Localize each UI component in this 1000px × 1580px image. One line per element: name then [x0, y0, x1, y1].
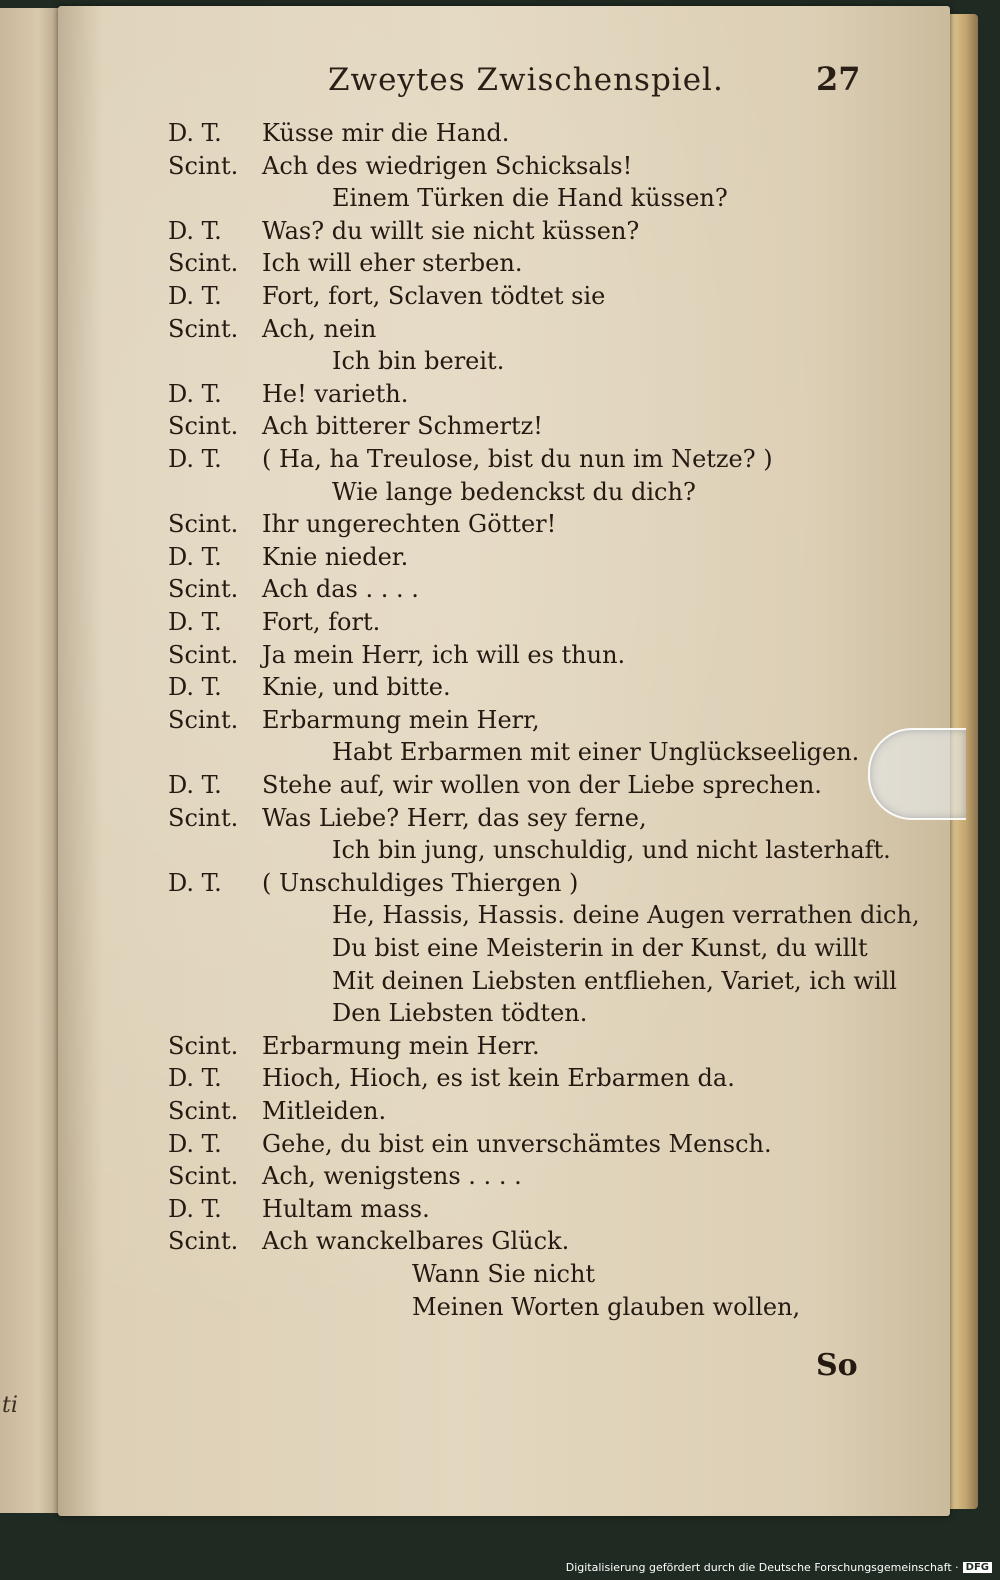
line-text: Ach wanckelbares Glück.	[262, 1227, 570, 1256]
speaker-label: Scint.	[168, 314, 239, 343]
line-text: Ich bin jung, unschuldig, und nicht lasterhaft.	[332, 836, 891, 865]
speaker-label: D. T.	[168, 282, 222, 310]
line-text: ( Ha, ha Treulose, bist du nun im Netze? )	[262, 445, 773, 473]
line-text: Ihr ungerechten Götter!	[262, 510, 557, 539]
line-text: Meinen Worten glauben wollen,	[412, 1292, 801, 1321]
speaker-label: Scint.	[168, 803, 239, 832]
catchword: So	[816, 1348, 858, 1383]
speaker-label: D. T.	[168, 608, 222, 636]
dialogue-line	[168, 279, 605, 313]
line-text: Ach des wiedrigen Schicksals!	[262, 151, 633, 180]
dialogue-line	[168, 344, 504, 378]
dialogue-line	[168, 670, 451, 704]
dialogue-line	[168, 1094, 386, 1128]
line-text: Mitleiden.	[262, 1097, 387, 1125]
book-page	[58, 6, 950, 1516]
line-text: Ach, nein	[262, 314, 377, 343]
line-text: Ich bin bereit.	[332, 347, 505, 376]
dialogue-line	[168, 833, 891, 867]
dialogue-line	[168, 442, 773, 476]
speaker-label: D. T.	[168, 1194, 222, 1223]
line-text: Fort, fort, Sclaven tödtet sie	[262, 282, 606, 310]
speaker-label: D. T.	[168, 216, 222, 245]
speaker-label: Scint.	[168, 412, 239, 441]
line-text: Küsse mir die Hand.	[262, 119, 510, 147]
dialogue-line	[168, 996, 587, 1030]
speaker-label: D. T.	[168, 445, 222, 473]
speaker-label: D. T.	[168, 771, 222, 799]
line-text: Erbarmung mein Herr.	[262, 1031, 540, 1060]
line-text: Erbarmung mein Herr,	[262, 705, 540, 734]
dialogue-line	[168, 1224, 569, 1258]
line-text: Wie lange bedenckst du dich?	[332, 477, 696, 506]
dialogue-line	[168, 1290, 800, 1324]
speaker-label: Scint.	[168, 1097, 239, 1125]
speaker-label: Scint.	[168, 705, 239, 734]
line-text: Habt Erbarmen mit einer Unglückseeligen.	[332, 738, 860, 767]
speaker-label: D. T.	[168, 379, 222, 408]
page-number: 27	[816, 60, 861, 98]
dialogue-line	[168, 638, 625, 672]
line-text: Stehe auf, wir wollen von der Liebe sprechen.	[262, 771, 822, 799]
line-text: Ach bitterer Schmertz!	[262, 412, 543, 441]
running-head: Zweytes Zwischenspiel.	[328, 62, 724, 98]
facing-page-mark: ti	[2, 1393, 18, 1418]
speaker-label: Scint.	[168, 575, 239, 604]
dialogue-line	[168, 1192, 430, 1226]
speaker-label: D. T.	[168, 542, 222, 571]
line-text: Was? du willt sie nicht küssen?	[262, 216, 640, 245]
dialogue-line	[168, 703, 540, 737]
dialogue-line	[168, 1257, 595, 1291]
dialogue-line	[168, 246, 522, 280]
line-text: Knie, und bitte.	[262, 673, 451, 702]
line-text: Gehe, du bist ein unverschämtes Mensch.	[262, 1129, 772, 1158]
line-text: Was Liebe? Herr, das sey ferne,	[262, 803, 647, 832]
speaker-label: Scint.	[168, 249, 239, 278]
speaker-label: D. T.	[168, 119, 222, 147]
dialogue-line	[168, 735, 859, 769]
speaker-label: D. T.	[168, 868, 222, 897]
line-text: Hioch, Hioch, es ist kein Erbarmen da.	[262, 1064, 735, 1093]
line-text: ( Unschuldiges Thiergen )	[262, 868, 579, 897]
dialogue-line	[168, 149, 632, 183]
line-text: Ich will eher sterben.	[262, 249, 523, 278]
line-text: He! varieth.	[262, 379, 409, 408]
dialogue-line	[168, 801, 647, 835]
dialogue-line	[168, 964, 897, 998]
speaker-label: D. T.	[168, 673, 222, 702]
speaker-label: Scint.	[168, 151, 239, 180]
line-text: Fort, fort.	[262, 608, 381, 636]
line-text: Wann Sie nicht	[412, 1260, 596, 1288]
speaker-label: Scint.	[168, 640, 239, 669]
speaker-label: Scint.	[168, 510, 239, 539]
speaker-label: Scint.	[168, 1031, 239, 1060]
line-text: Hultam mass.	[262, 1194, 430, 1223]
page-clip	[868, 728, 966, 820]
line-text: Den Liebsten tödten.	[332, 999, 588, 1028]
dfg-logo: DFG	[963, 1562, 992, 1573]
dialogue-line	[168, 605, 380, 639]
credit-text: Digitalisierung gefördert durch die Deutsche Forschungsgemeinschaft ·	[565, 1561, 959, 1574]
dialogue-line	[168, 181, 728, 215]
line-text: Knie nieder.	[262, 542, 409, 571]
speaker-label: Scint.	[168, 1162, 239, 1191]
line-text: Mit deinen Liebsten entfliehen, Variet, ich will	[332, 966, 897, 995]
dialogue-line	[168, 1029, 540, 1063]
dialogue-line	[168, 214, 639, 248]
dialogue-line	[168, 409, 543, 443]
dialogue-line	[168, 866, 578, 900]
dialogue-line	[168, 507, 556, 541]
dialogue-line	[168, 768, 822, 802]
dialogue-line	[168, 312, 376, 346]
dialogue-line	[168, 572, 419, 606]
dialogue-line	[168, 898, 920, 932]
speaker-label: D. T.	[168, 1064, 222, 1093]
dialogue-line	[168, 377, 408, 411]
speaker-label: D. T.	[168, 1129, 222, 1158]
line-text: He, Hassis, Hassis. deine Augen verrathen dich,	[332, 901, 920, 930]
line-text: Ja mein Herr, ich will es thun.	[262, 640, 626, 669]
line-text: Einem Türken die Hand küssen?	[332, 184, 728, 213]
dialogue-line	[168, 116, 509, 150]
digitization-credit	[566, 1561, 992, 1574]
dialogue-line	[168, 931, 868, 965]
line-text: Ach, wenigstens . . . .	[262, 1162, 522, 1191]
dialogue-line	[168, 475, 696, 509]
dialogue-line	[168, 1127, 772, 1161]
dialogue-line	[168, 1159, 522, 1193]
dialogue-line	[168, 1061, 735, 1095]
dialogue-line	[168, 540, 408, 574]
speaker-label: Scint.	[168, 1227, 239, 1256]
line-text: Du bist eine Meisterin in der Kunst, du willt	[332, 934, 868, 962]
line-text: Ach das . . . .	[262, 575, 419, 604]
